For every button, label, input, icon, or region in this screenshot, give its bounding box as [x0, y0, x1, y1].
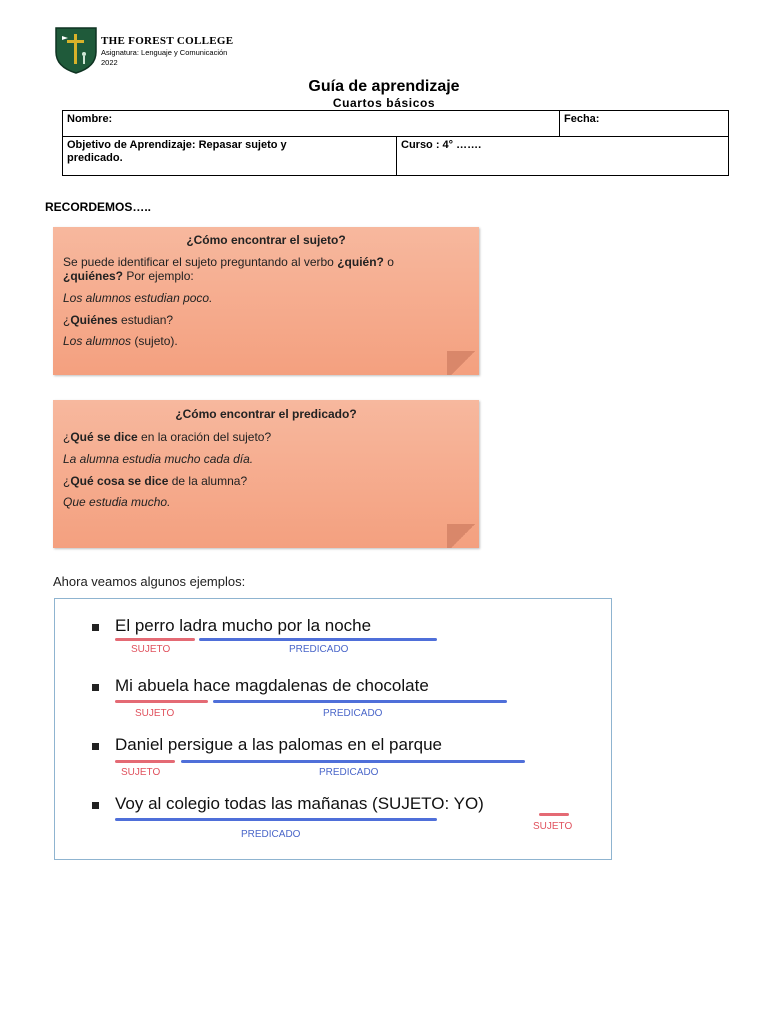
text-span: Por ejemplo: [123, 269, 194, 283]
sujeto-note-line-1 [63, 255, 394, 269]
sujeto-note-line-2 [63, 269, 194, 283]
fecha-field[interactable] [560, 111, 729, 137]
example-sentence: Voy al colegio todas las mañanas (SUJETO: YO) [115, 794, 484, 813]
subject-label: SUJETO [135, 708, 175, 719]
text-span: ¿ [63, 430, 71, 444]
curso-field[interactable] [397, 137, 729, 176]
quien-bold: ¿quién? [337, 255, 384, 269]
subject-label: SUJETO [131, 644, 171, 655]
text-span: en la oración del sujeto? [137, 430, 272, 444]
predicado-note [53, 400, 479, 548]
fecha-label: Fecha: [564, 113, 600, 125]
text-span: o [383, 255, 394, 269]
objetivo-line-1: Objetivo de Aprendizaje: Repasar sujeto y [67, 139, 287, 151]
college-logo-shield [54, 26, 98, 74]
predicate-underline [181, 760, 525, 763]
page-curl [447, 351, 479, 375]
text-span: ¿ [63, 313, 71, 327]
text-span: de la alumna? [168, 474, 248, 488]
recordemos-heading: RECORDEMOS….. [45, 200, 152, 214]
predicate-underline [199, 638, 437, 641]
predicate-label: PREDICADO [319, 767, 379, 778]
subject-underline [115, 638, 195, 641]
text-span: Se puede identificar el sujeto preguntando al verbo [63, 255, 338, 269]
text-span: ¿ [63, 474, 71, 488]
text-span: estudian? [117, 313, 174, 327]
sujeto-answer [63, 334, 178, 348]
examples-box [54, 598, 612, 860]
sujeto-note-title: ¿Cómo encontrar el sujeto? [186, 233, 346, 247]
quienes-bold: ¿quiénes? [63, 269, 124, 283]
subject-label: SUJETO [533, 821, 573, 832]
predicado-answer: Que estudia mucho. [63, 495, 171, 509]
curso-label: Curso : 4° ……. [401, 139, 482, 151]
bullet-icon [92, 624, 99, 631]
year-line: 2022 [101, 58, 118, 67]
college-name: THE FOREST COLLEGE [101, 35, 234, 47]
sujeto-question [63, 313, 173, 327]
student-info-table [62, 110, 729, 176]
predicate-underline [213, 700, 507, 703]
subject-underline [115, 700, 208, 703]
answer-italic: Los alumnos [63, 334, 132, 348]
nombre-label: Nombre: [67, 113, 113, 125]
que-cosa-bold: Qué cosa se dice [70, 474, 169, 488]
predicate-label: PREDICADO [323, 708, 383, 719]
bullet-icon [92, 802, 99, 809]
page-curl [447, 524, 479, 548]
subject-line: Asignatura: Lenguaje y Comunicación [101, 48, 228, 57]
text-span: (sujeto). [131, 334, 178, 348]
sujeto-note [53, 227, 479, 375]
example-sentence: Daniel persigue a las palomas en el parque [115, 735, 442, 754]
predicate-label: PREDICADO [241, 829, 301, 840]
page-title: Guía de aprendizaje [308, 78, 460, 95]
ejemplos-intro: Ahora veamos algunos ejemplos: [53, 574, 246, 589]
example-sentence: Mi abuela hace magdalenas de chocolate [115, 676, 429, 695]
objetivo-line-2: predicado. [67, 152, 123, 164]
sujeto-example: Los alumnos estudian poco. [63, 291, 213, 305]
que-se-dice-bold: Qué se dice [70, 430, 138, 444]
page-subtitle: Cuartos básicos [332, 96, 436, 110]
predicate-label: PREDICADO [289, 644, 349, 655]
subject-underline [539, 813, 569, 816]
predicado-example: La alumna estudia mucho cada día. [63, 452, 254, 466]
predicado-question-2 [63, 474, 247, 488]
quienes-bold: Quiénes [70, 313, 118, 327]
bullet-icon [92, 743, 99, 750]
predicate-underline [115, 818, 437, 821]
bullet-icon [92, 684, 99, 691]
nombre-field[interactable] [63, 111, 560, 137]
subject-underline [115, 760, 175, 763]
subject-label: SUJETO [121, 767, 161, 778]
objetivo-cell [63, 137, 397, 176]
example-sentence: El perro ladra mucho por la noche [115, 616, 372, 635]
predicado-question-1 [63, 430, 271, 444]
predicado-note-title: ¿Cómo encontrar el predicado? [175, 407, 357, 421]
